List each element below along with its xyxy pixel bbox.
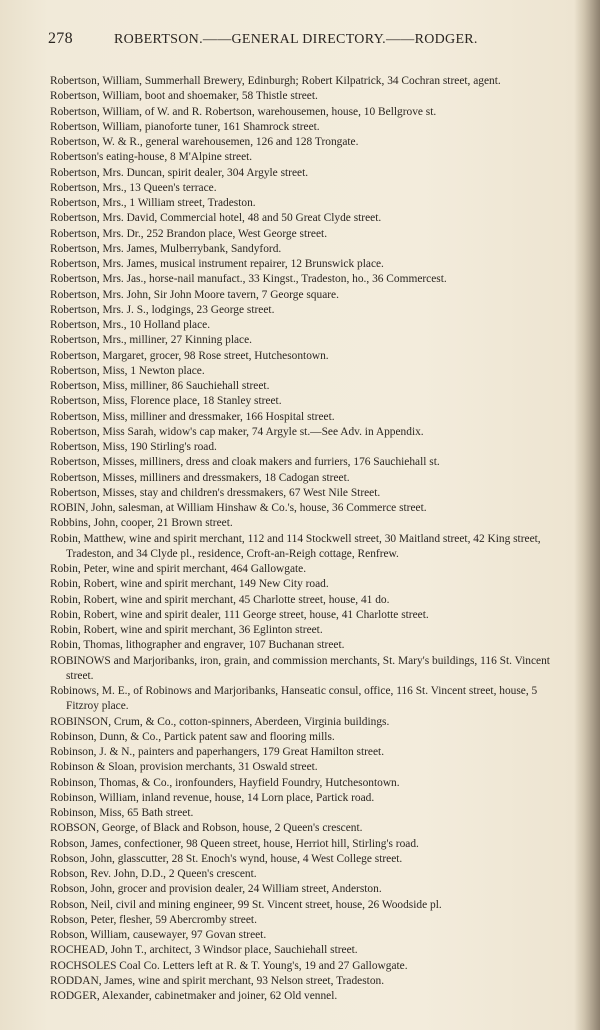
- directory-entry: Robin, Robert, wine and spirit merchant, 149 New City road.: [50, 578, 329, 591]
- directory-entry: Robinows, M. E., of Robinows and Marjoribanks, Hanseatic consul, office, 116 St. Vincent street, house, 5 Fitzroy place.: [50, 685, 538, 713]
- directory-entry: Robin, Robert, wine and spirit dealer, 111 George street, house, 41 Charlotte street.: [50, 608, 429, 621]
- directory-entry: Robertson, Miss, 1 Newton place.: [50, 364, 205, 377]
- directory-entry: Robertson, Miss Sarah, widow's cap maker, 74 Argyle st.—See Adv. in Appendix.: [50, 425, 424, 438]
- book-gutter-shadow: [574, 0, 600, 1030]
- directory-entry: Robertson, Mrs., milliner, 27 Kinning place.: [50, 334, 253, 347]
- directory-entry: Robson, Neil, civil and mining engineer, 99 St. Vincent street, house, 26 Woodside pl.: [50, 898, 442, 911]
- directory-entry: Robinson, J. & N., painters and paperhangers, 179 Great Hamilton street.: [50, 746, 385, 758]
- directory-entry: Robertson, Mrs., 10 Holland place.: [50, 319, 211, 331]
- directory-entry: Robinson, Dunn, & Co., Partick patent saw and flooring mills.: [50, 730, 335, 743]
- directory-entry: Robin, Peter, wine and spirit merchant, 464 Gallowgate.: [50, 563, 307, 575]
- directory-entry: ROCHEAD, John T., architect, 3 Windsor place, Sauchiehall street.: [50, 944, 358, 957]
- directory-entry: ROBINSON, Crum, & Co., cotton-spinners, Aberdeen, Virginia buildings.: [50, 715, 390, 728]
- directory-entry: Robertson, Mrs. John, Sir John Moore tavern, 7 George square.: [50, 288, 339, 301]
- directory-entry: ROBIN, John, salesman, at William Hinshaw & Co.'s, house, 36 Commerce street.: [50, 502, 427, 514]
- directory-entry: Robertson, Misses, stay and children's dressmakers, 67 West Nile Street.: [50, 486, 381, 499]
- directory-entry: Robin, Robert, wine and spirit merchant, 36 Eglinton street.: [50, 624, 323, 636]
- directory-entry: Robin, Robert, wine and spirit merchant, 45 Charlotte street, house, 41 do.: [50, 593, 390, 606]
- directory-entry: Robinson & Sloan, provision merchants, 31 Oswald street.: [50, 761, 318, 774]
- directory-entry: RODGER, Alexander, cabinetmaker and joiner, 62 Old vennel.: [50, 990, 338, 1002]
- page-number: 278: [48, 30, 73, 47]
- directory-entry: Robson, William, causewayer, 97 Govan street.: [50, 929, 267, 941]
- directory-entry: Robertson, Mrs. J. S., lodgings, 23 George street.: [50, 303, 275, 316]
- directory-entry: Robbins, John, cooper, 21 Brown street.: [50, 517, 233, 530]
- page-header: [48, 30, 548, 52]
- directory-entry: Robson, Peter, flesher, 59 Abercromby street.: [50, 913, 257, 926]
- directory-entry: ROBSON, George, of Black and Robson, house, 2 Queen's crescent.: [50, 822, 363, 835]
- running-title: ROBERTSON.——GENERAL DIRECTORY.——RODGER.: [114, 32, 478, 47]
- directory-entry: Robertson, William, pianoforte tuner, 161 Shamrock street.: [50, 120, 320, 133]
- directory-entry: Robertson, Miss, milliner, 86 Sauchiehall street.: [50, 380, 270, 392]
- directory-entry: Robertson, William, of W. and R. Robertson, warehousemen, house, 10 Bellgrove st.: [50, 105, 437, 118]
- directory-entry: Robertson, Miss, milliner and dressmaker, 166 Hospital street.: [50, 410, 335, 423]
- directory-entry: Robertson, Mrs. David, Commercial hotel, 48 and 50 Great Clyde street.: [50, 212, 382, 225]
- directory-entry: Robson, Rev. John, D.D., 2 Queen's crescent.: [50, 868, 257, 880]
- directory-entry: Robertson, William, boot and shoemaker, 58 Thistle street.: [50, 90, 318, 103]
- directory-entry: Robertson, William, Summerhall Brewery, Edinburgh; Robert Kilpatrick, 34 Cochran street, agent.: [50, 75, 501, 87]
- directory-entry: ROCHSOLES Coal Co. Letters left at R. & T. Young's, 19 and 27 Gallowgate.: [50, 959, 408, 972]
- directory-entry: Robson, John, glasscutter, 28 St. Enoch's wynd, house, 4 West College street.: [50, 852, 403, 865]
- directory-entry: Robson, John, grocer and provision dealer, 24 William street, Anderston.: [50, 883, 382, 896]
- directory-entry: Robertson, Mrs. Jas., horse-nail manufact., 33 Kingst., Tradeston, ho., 36 Commercest.: [50, 273, 447, 286]
- directory-entry: Robertson, Margaret, grocer, 98 Rose street, Hutchesontown.: [50, 349, 329, 362]
- directory-entry: Robson, James, confectioner, 98 Queen street, house, Herriot hill, Stirling's road.: [50, 837, 419, 850]
- directory-entry: Robertson, Mrs. James, musical instrument repairer, 12 Brunswick place.: [50, 258, 384, 270]
- directory-entry: Robin, Thomas, lithographer and engraver, 107 Buchanan street.: [50, 639, 345, 652]
- directory-entry: Robertson, Misses, milliners, dress and cloak makers and furriers, 176 Sauchiehall st.: [50, 456, 440, 469]
- directory-entry: RODDAN, James, wine and spirit merchant, 93 Nelson street, Tradeston.: [50, 974, 385, 987]
- directory-entry: Robertson, Mrs., 1 William street, Tradeston.: [50, 197, 256, 209]
- directory-entry: Robertson, W. & R., general warehousemen, 126 and 128 Trongate.: [50, 136, 359, 148]
- directory-entry: Robin, Matthew, wine and spirit merchant, 112 and 114 Stockwell street, 30 Maitland street, 42 King street, Tradeston, and 34 Clyde pl., residence, Croft-an-Reigh cottage, Renfrew.: [50, 532, 541, 560]
- directory-entry: Robinson, Thomas, & Co., ironfounders, Hayfield Foundry, Hutchesontown.: [50, 776, 400, 789]
- directory-entry: Robinson, Miss, 65 Bath street.: [50, 807, 194, 819]
- directory-entries: [50, 74, 560, 1004]
- directory-entry: ROBINOWS and Marjoribanks, iron, grain, and commission merchants, St. Mary's buildings, 116 St. Vincent street.: [50, 654, 550, 682]
- directory-entry: Robinson, William, inland revenue, house, 14 Lorn place, Partick road.: [50, 791, 375, 804]
- directory-entry: Robertson, Mrs. James, Mulberrybank, Sandyford.: [50, 242, 282, 255]
- directory-entry: Robertson's eating-house, 8 M'Alpine street.: [50, 151, 253, 164]
- directory-entry: Robertson, Miss, Florence place, 18 Stanley street.: [50, 395, 282, 408]
- directory-entry: Robertson, Mrs. Dr., 252 Brandon place, West George street.: [50, 227, 328, 240]
- directory-entry: Robertson, Miss, 190 Stirling's road.: [50, 441, 217, 453]
- directory-entry: Robertson, Mrs. Duncan, spirit dealer, 304 Argyle street.: [50, 166, 309, 179]
- directory-entry: Robertson, Misses, milliners and dressmakers, 18 Cadogan street.: [50, 471, 350, 484]
- directory-entry: Robertson, Mrs., 13 Queen's terrace.: [50, 181, 217, 194]
